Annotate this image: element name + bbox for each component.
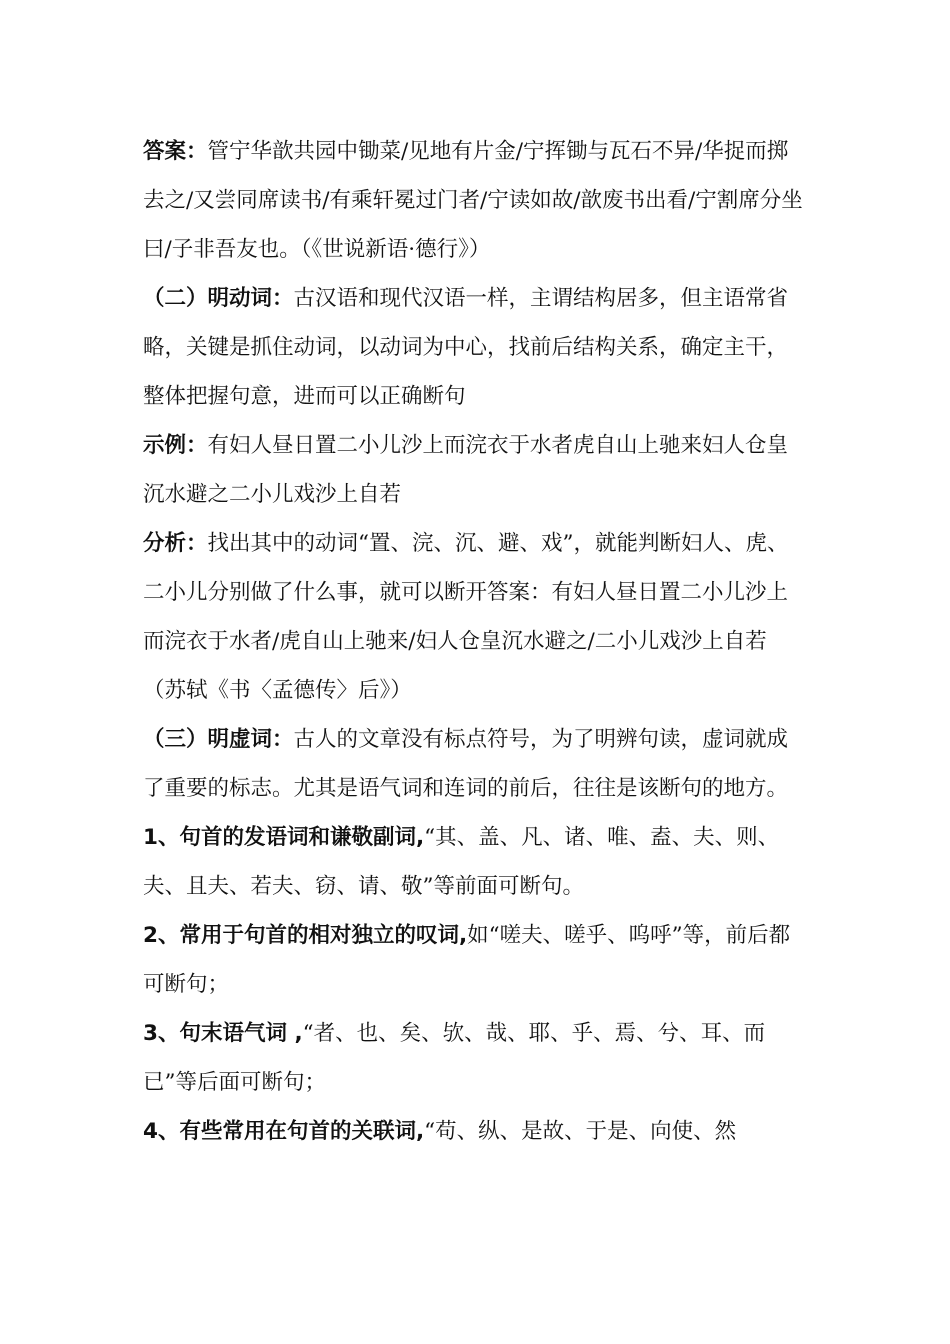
analysis-label: 分析： <box>143 531 208 556</box>
rule-1-heading: 1、句首的发语词和谦敬副词, <box>143 825 425 850</box>
example-label: 示例： <box>143 433 208 458</box>
section-particle-heading: （三）明虚词： <box>143 727 294 752</box>
analysis-text: 找出其中的动词“置、浣、沉、避、戏”，就能判断妇人、虎、二小儿分别做了什么事，就可以断开答案：有妇人昼日置二小儿沙上而浣衣于水者/虎自山上驰来/妇人仓皇沉水避之/二小儿戏沙上自若（苏轼《书〈孟德传〉后》） <box>143 531 789 703</box>
section-verb-heading: （二）明动词： <box>143 286 294 311</box>
answer-text: 管宁华歆共园中锄菜/见地有片金/宁挥锄与瓦石不异/华捉而掷去之/又尝同席读书/有乘轩冕过门者/宁读如故/歆废书出看/宁割席分坐曰/子非吾友也。（《世说新语·德行》） <box>143 139 803 262</box>
section-particle-paragraph <box>143 715 803 813</box>
rule-4-paragraph <box>143 1107 803 1156</box>
rule-3-heading: 3、句末语气词 , <box>143 1021 303 1046</box>
rule-1-text: “其、盖、凡、诸、唯、盍、夫、则、夫、且夫、若夫、窃、请、敬”等前面可断句。 <box>143 825 780 899</box>
section-particle-text: 古人的文章没有标点符号，为了明辨句读，虚词就成了重要的标志。尤其是语气词和连词的前后，往往是该断句的地方。 <box>143 727 789 801</box>
answer-paragraph <box>143 127 803 274</box>
analysis-paragraph <box>143 519 803 715</box>
rule-1-paragraph <box>143 813 803 911</box>
section-verb-paragraph <box>143 274 803 421</box>
section-verb-text: 古汉语和现代汉语一样，主谓结构居多，但主语常省略，关键是抓住动词，以动词为中心，找前后结构关系，确定主干，整体把握句意，进而可以正确断句 <box>143 286 789 409</box>
example-paragraph <box>143 421 803 519</box>
rule-3-paragraph <box>143 1009 803 1107</box>
answer-label: 答案： <box>143 139 208 164</box>
rule-2-text: 如“嗟夫、嗟乎、呜呼”等，前后都可断句； <box>143 923 791 997</box>
rule-3-text: “者、也、矣、欤、哉、耶、乎、焉、兮、耳、而已”等后面可断句； <box>143 1021 766 1095</box>
example-text: 有妇人昼日置二小儿沙上而浣衣于水者虎自山上驰来妇人仓皇沉水避之二小儿戏沙上自若 <box>143 433 789 507</box>
rule-4-heading: 4、有些常用在句首的关联词, <box>143 1119 425 1144</box>
rule-2-heading: 2、常用于句首的相对独立的叹词, <box>143 923 468 948</box>
rule-4-text: “苟、纵、是故、于是、向使、然 <box>424 1119 737 1144</box>
document-body <box>143 127 803 1156</box>
rule-2-paragraph <box>143 911 803 1009</box>
